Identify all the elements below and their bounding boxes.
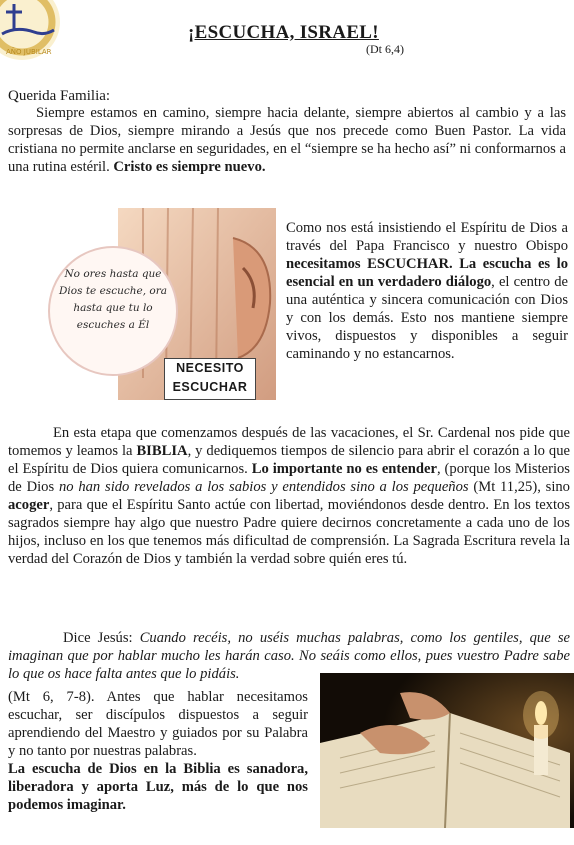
- paragraph-intro: Siempre estamos en camino, siempre hacia delante, siempre abiertos al cambio y a las sorpresas de Dios, siempre mirando a Jesús que nos precede como Buen Pastor. La vida cristiana no permite anclarse en seguridades, en el “siempre se ha hecho así” ni conformarnos a una rutina estéril. Cristo es siempre nuevo.: [8, 105, 566, 175]
- quote-bubble: No ores hasta que Dios te escuche, ora hasta que tu lo escuches a Él: [48, 246, 178, 376]
- greeting: Querida Familia:: [8, 88, 111, 104]
- svg-text:AÑO JUBILAR: AÑO JUBILAR: [6, 48, 52, 56]
- necesito-escuchar-label: NECESITO ESCUCHAR: [164, 358, 256, 400]
- page-title: ¡ESCUCHA, ISRAEL!: [188, 22, 379, 43]
- paragraph-closing: (Mt 6, 7-8). Antes que hablar necesitamos escuchar, ser discípulos dispuestos a seguir aprendiendo del Maestro y guiados por su Palabra y no tanto por nuestras palabras. La escucha de Dios en la Biblia es sanadora, liberadora y aporta Luz, más de lo que nos podemos imaginar.: [8, 689, 308, 813]
- bible-candle-image: [320, 673, 574, 828]
- paragraph-jesus-quote: Dice Jesús: Cuando recéis, no uséis muchas palabras, como los gentiles, que se imaginan que por hablar mucho les harán caso. No seáis como ellos, pues vuestro Padre sabe lo que os hace falta antes que lo pidáis.: [8, 630, 570, 682]
- jubilee-logo: [0, 0, 62, 62]
- bible-reference: (Dt 6,4): [366, 42, 404, 56]
- paragraph-biblia: En esta etapa que comenzamos después de las vacaciones, el Sr. Cardenal nos pide que tomemos y leamos la BIBLIA, y dediquemos tiempos de silencio para abrir el corazón a lo que el Espíritu de Dios quiera comunicarnos. Lo importante no es entender, (porque los Misterios de Dios no han sido revelados a los sabios y entendidos sino a los pequeños (Mt 11,25), sino acoger, para que el Espíritu Santo actúe con libertad, moviéndonos desde dentro. En los textos sagrados siempre hay algo que nuestro Padre quiere decirnos concretamente a cada uno de los hijos, incluso en los que tenemos más dificultad de comprensión. La Sagrada Escritura revela la verdad del Corazón de Dios y también la verdad sobre quién eres tú.: [8, 425, 570, 567]
- paragraph-escuchar: Como nos está insistiendo el Espíritu de Dios a través del Papa Francisco y nuestro Obispo necesitamos ESCUCHAR. La escucha es lo esencial en un verdadero diálogo, el centro de una auténtica y sincera comunicación con Dios y con los demás. Esto nos mantiene siempre vivos, dispuestos y disponibles a seguir caminando y no estancarnos.: [286, 220, 568, 362]
